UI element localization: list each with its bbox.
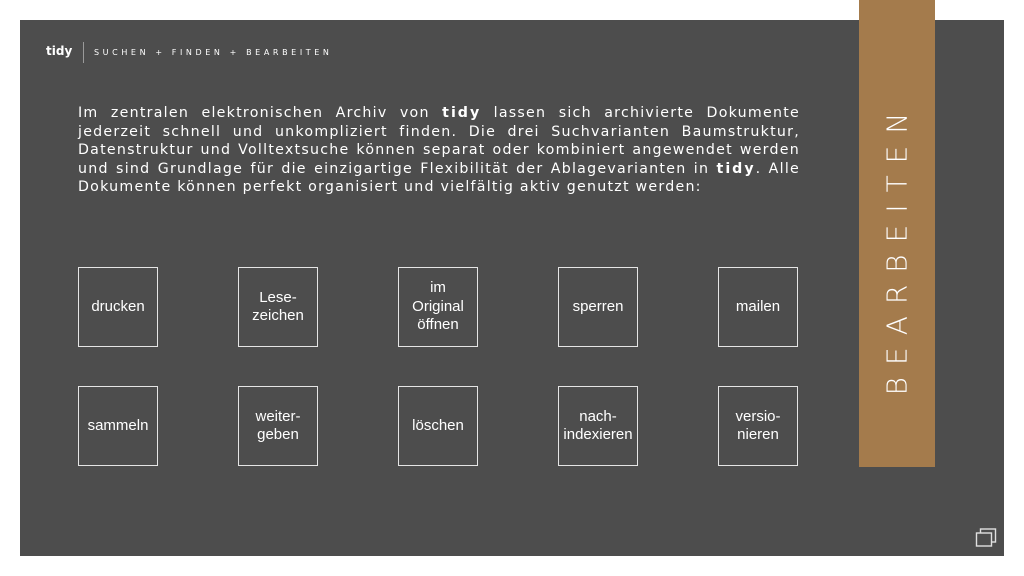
header-divider: [83, 42, 84, 63]
action-label: sperren: [572, 297, 624, 315]
action-tile-mailen[interactable]: [718, 267, 798, 347]
action-label: nach- indexieren: [563, 407, 633, 443]
intro-part-3: . Alle Dokumente können perfekt organisiert und vielfältig aktiv genutzt werden:: [78, 160, 800, 196]
action-tile-im-original-oeffnen[interactable]: [398, 267, 478, 347]
brand-name: tidy: [442, 105, 482, 121]
action-tile-loeschen[interactable]: [398, 386, 478, 466]
action-label: drucken: [91, 297, 145, 315]
intro-paragraph: [78, 104, 800, 197]
action-tile-versionieren[interactable]: [718, 386, 798, 466]
section-title: BEARBEITEN: [880, 100, 914, 396]
action-tile-lesezeichen[interactable]: [238, 267, 318, 347]
intro-part-1: Im zentralen elektronischen Archiv von: [78, 105, 443, 121]
brand-name: tidy: [716, 160, 756, 177]
action-label: sammeln: [87, 416, 149, 434]
action-label: Lese- zeichen: [252, 288, 304, 324]
action-label: im Original öffnen: [412, 279, 464, 334]
action-label: mailen: [735, 297, 781, 315]
action-tile-weitergeben[interactable]: [238, 386, 318, 466]
action-tile-sperren[interactable]: [558, 267, 638, 347]
action-tile-sammeln[interactable]: [78, 386, 158, 466]
action-tile-nachindexieren[interactable]: [558, 386, 638, 466]
intro-text: [78, 104, 800, 197]
intro-part-2: lassen sich archivierte Dokumente jederzeit schnell und unkompliziert finden. Die drei Suchvarianten Baumstruktur, Datenstruktur und Volltextsuche können separat oder kombiniert angewendet werden und sind Grundlage für die einzigartige Flexibilität der Ablagevarianten in: [78, 105, 800, 177]
action-tile-drucken[interactable]: [78, 267, 158, 347]
slide: [20, 20, 1004, 556]
section-nav: SUCHEN + FINDEN + BEARBEITEN: [94, 48, 333, 57]
logo: tidy: [46, 44, 73, 58]
action-label: weiter- geben: [255, 407, 301, 443]
section-sidebar: [859, 0, 935, 467]
action-label: löschen: [412, 416, 464, 434]
overlapping-squares-icon[interactable]: [975, 528, 997, 548]
action-label: versio- nieren: [735, 407, 781, 443]
